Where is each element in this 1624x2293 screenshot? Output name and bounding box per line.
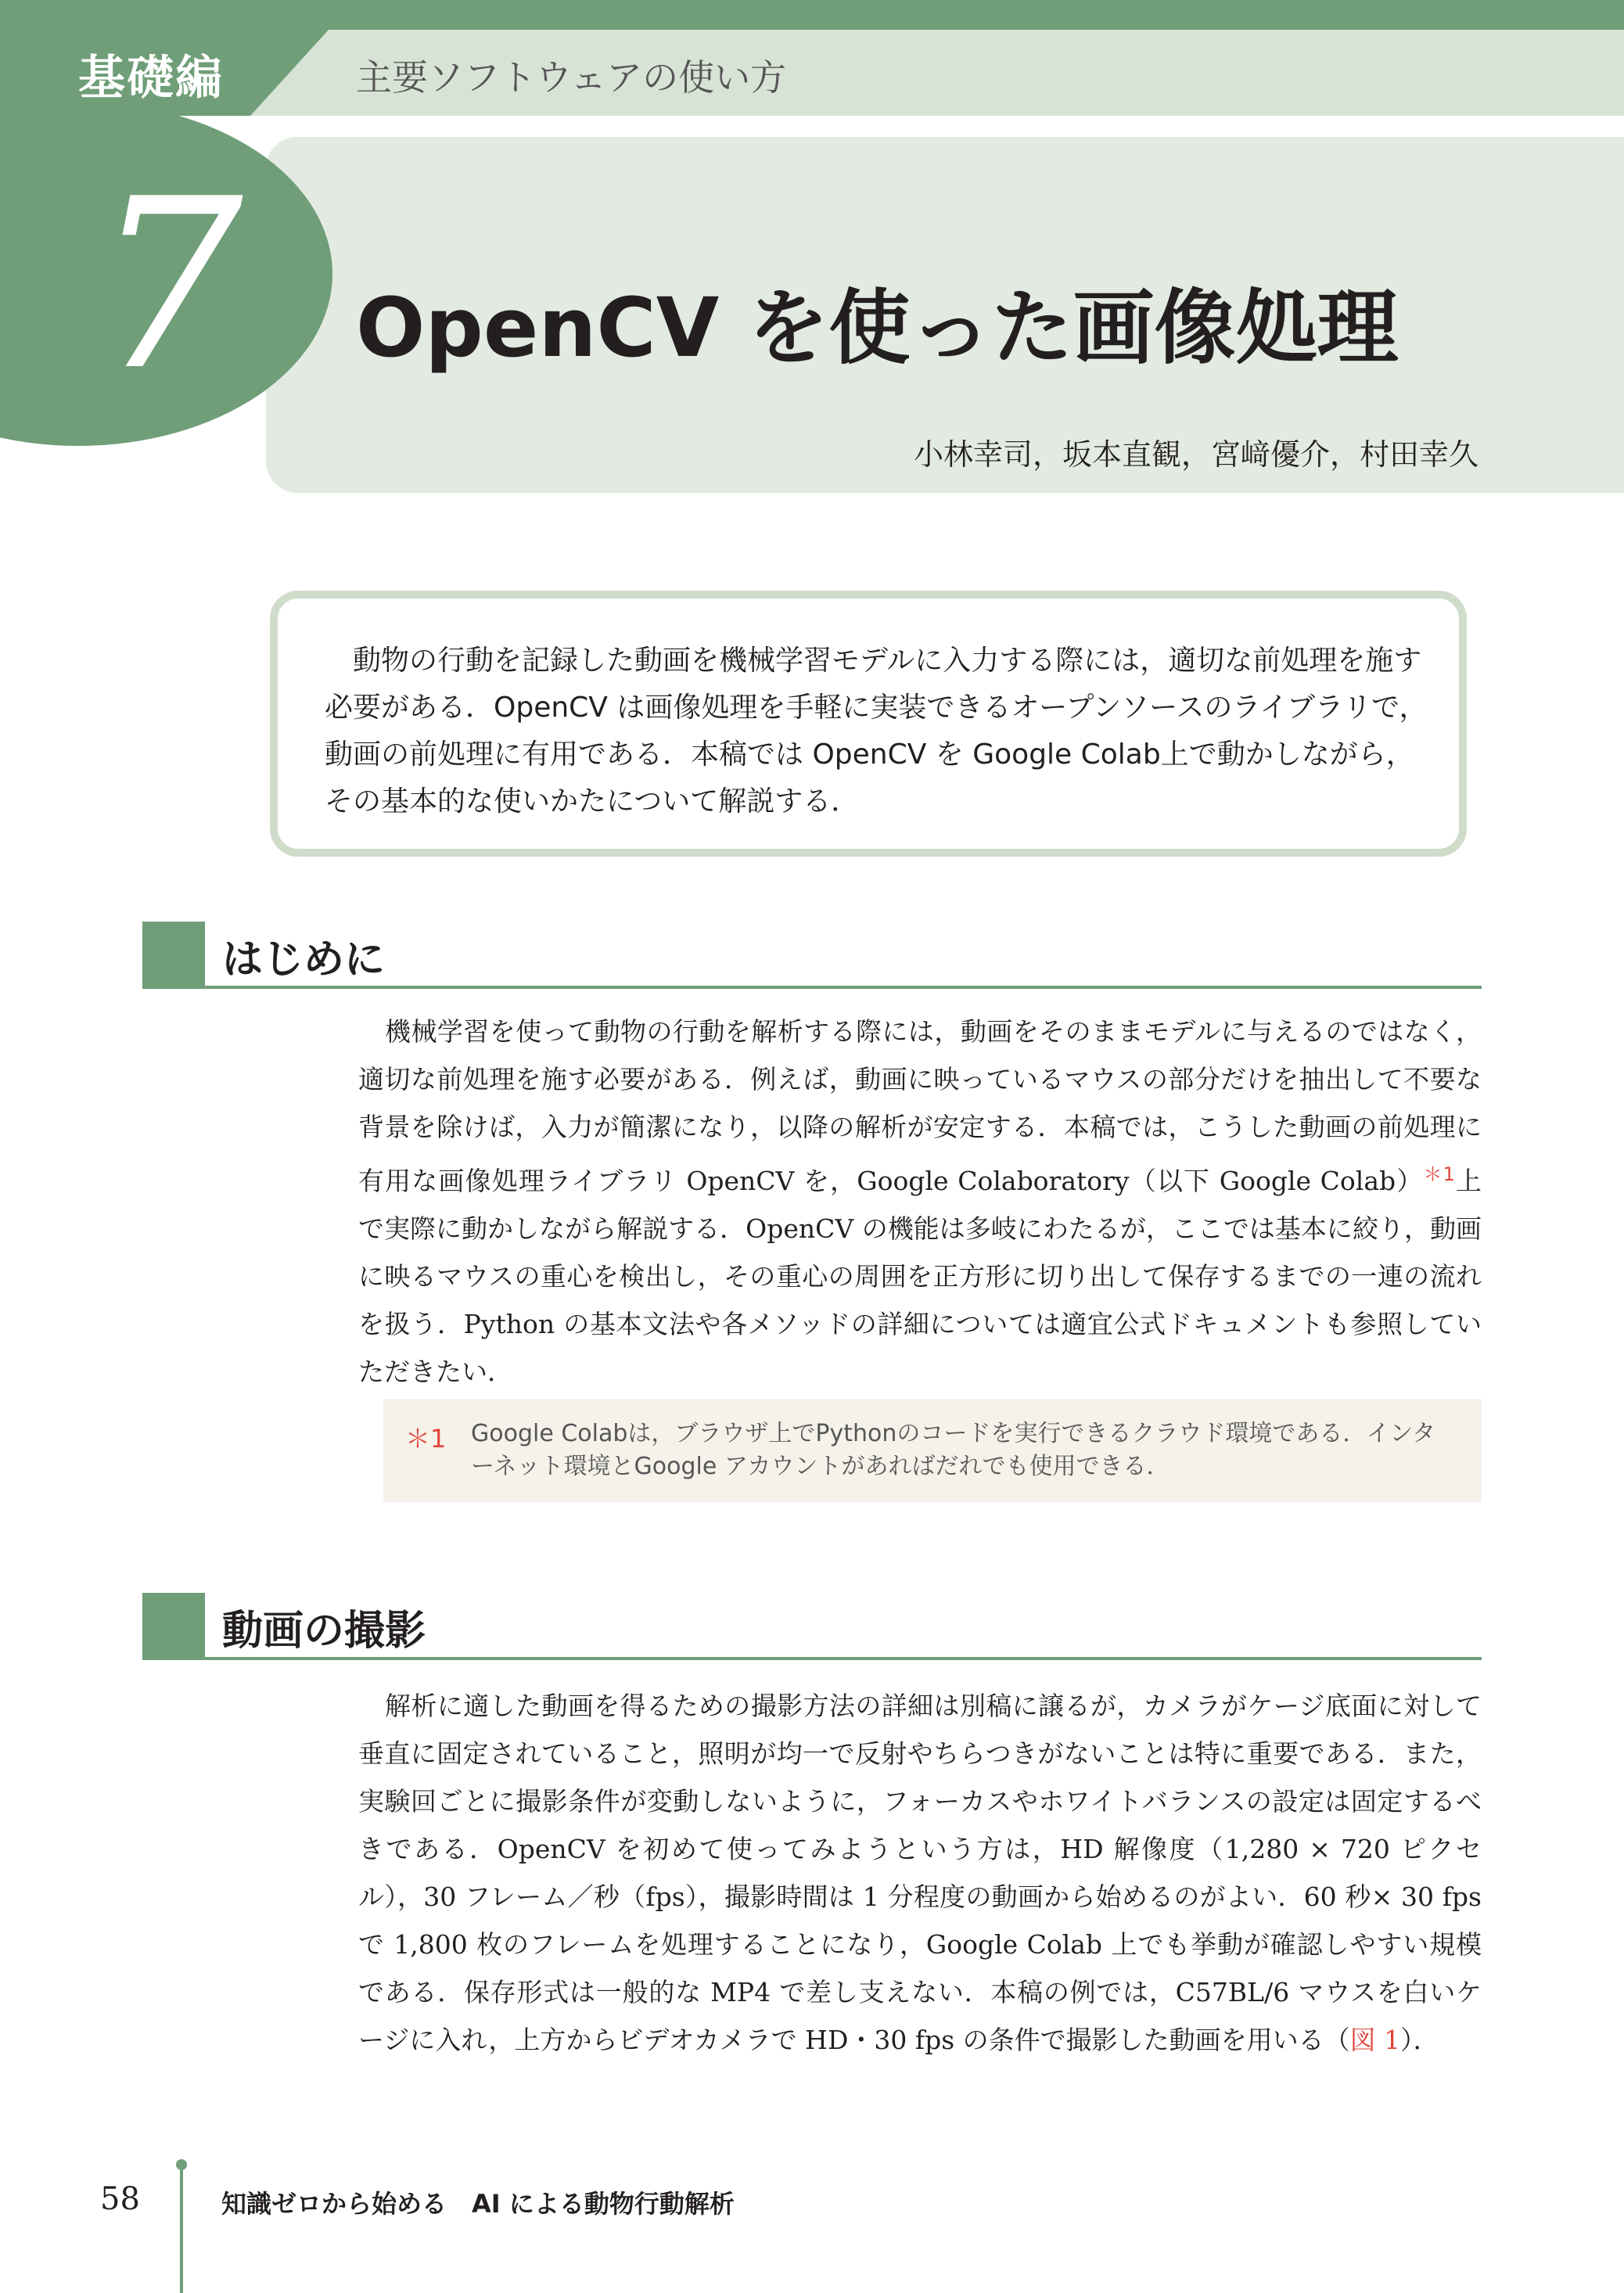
chapter-number: 7 xyxy=(94,149,243,422)
footnote-mark: ＊1 xyxy=(405,1424,447,1454)
intro-text-a: 機械学習を使って動物の行動を解析する際には，動画をそのままモデルに与えるのではなく，適切な前処理を施す必要がある．例えば，動画に映っているマウスの部分だけを抽出して不要な背景を除けば，入力が簡潔になり，以降の解析が安定する．本稿では，こうした動画の前処理に有用な画像処理ライブラリ OpenCV を，Google Colaboratory（以下 Google Colab） xyxy=(358,1016,1482,1196)
filming-paragraph xyxy=(358,1682,1482,2064)
figure-ref[interactable]: 図 1 xyxy=(1349,2025,1401,2055)
abstract-text: 動物の行動を記録した動画を機械学習モデルに入力する際には，適切な前処理を施す必要がある．OpenCV は画像処理を手軽に実装できるオープンソースのライブラリで，動画の前処理に有用である．本稿では OpenCV を Google Colab上で動かしながら，その基本的な使いかたについて解説する． xyxy=(325,645,1428,818)
footnote-box xyxy=(383,1399,1482,1502)
footer-rule xyxy=(180,2167,183,2293)
series-label: 基礎編 xyxy=(78,51,224,106)
authors: 小林幸司，坂本直観，宮﨑優介，村田幸久 xyxy=(913,437,1478,472)
section-title: はじめに xyxy=(222,936,386,983)
intro-text-b: 上で実際に動かしながら解説する．OpenCV の機能は多岐にわたるが，ここでは基本に絞り，動画に映るマウスの重心を検出し，その重心の周囲を正方形に切り出して保存するまでの一連の流れを扱う．Python の基本文法や各メソッドの詳細については適宜公式ドキュメントも参照していただきたい． xyxy=(358,1166,1482,1387)
filming-text-b: ）． xyxy=(1400,2025,1439,2055)
page-number: 58 xyxy=(100,2181,140,2217)
chapter-title: OpenCV を使った画像処理 xyxy=(356,280,1399,376)
section-heading-filming xyxy=(142,1593,1482,1660)
top-accent-bar xyxy=(0,0,1624,30)
intro-paragraph xyxy=(358,1008,1482,1396)
series-subtitle: 主要ソフトウェアの使い方 xyxy=(356,56,787,99)
footnote-text: Google Colabは，ブラウザ上でPythonのコードを実行できるクラウド環境である．インターネット環境とGoogle アカウントがあればだれでも使用できる． xyxy=(471,1420,1436,1480)
abstract-box xyxy=(270,591,1467,857)
footnote-ref[interactable]: ＊1 xyxy=(1423,1163,1455,1185)
section-marker xyxy=(142,922,205,986)
section-marker xyxy=(142,1593,205,1657)
filming-text-a: 解析に適した動画を得るための撮影方法の詳細は別稿に譲るが，カメラがケージ底面に対して垂直に固定されていること，照明が均一で反射やちらつきがないことは特に重要である．また，実験回ごとに撮影条件が変動しないように，フォーカスやホワイトバランスの設定は固定するべきである．OpenCV を初めて使ってみようという方は，HD 解像度（1,280 × 720 ピクセル），30 フレーム／秒（fps），撮影時間は 1 分程度の動画から始めるのがよい．60 秒× 30 fps で 1,800 枚のフレームを処理することになり，Google Colab 上でも挙動が確認しやすい規模である．保存形式は一般的な MP4 で差し支えない．本稿の例では，C57BL/6 マウスを白いケージに入れ，上方からビデオカメラで HD・30 fps の条件で撮影した動画を用いる（ xyxy=(358,1691,1482,2055)
book-title: 知識ゼロから始める AI による動物行動解析 xyxy=(221,2189,735,2219)
section-title: 動画の撮影 xyxy=(222,1608,426,1655)
section-heading-intro xyxy=(142,922,1482,989)
